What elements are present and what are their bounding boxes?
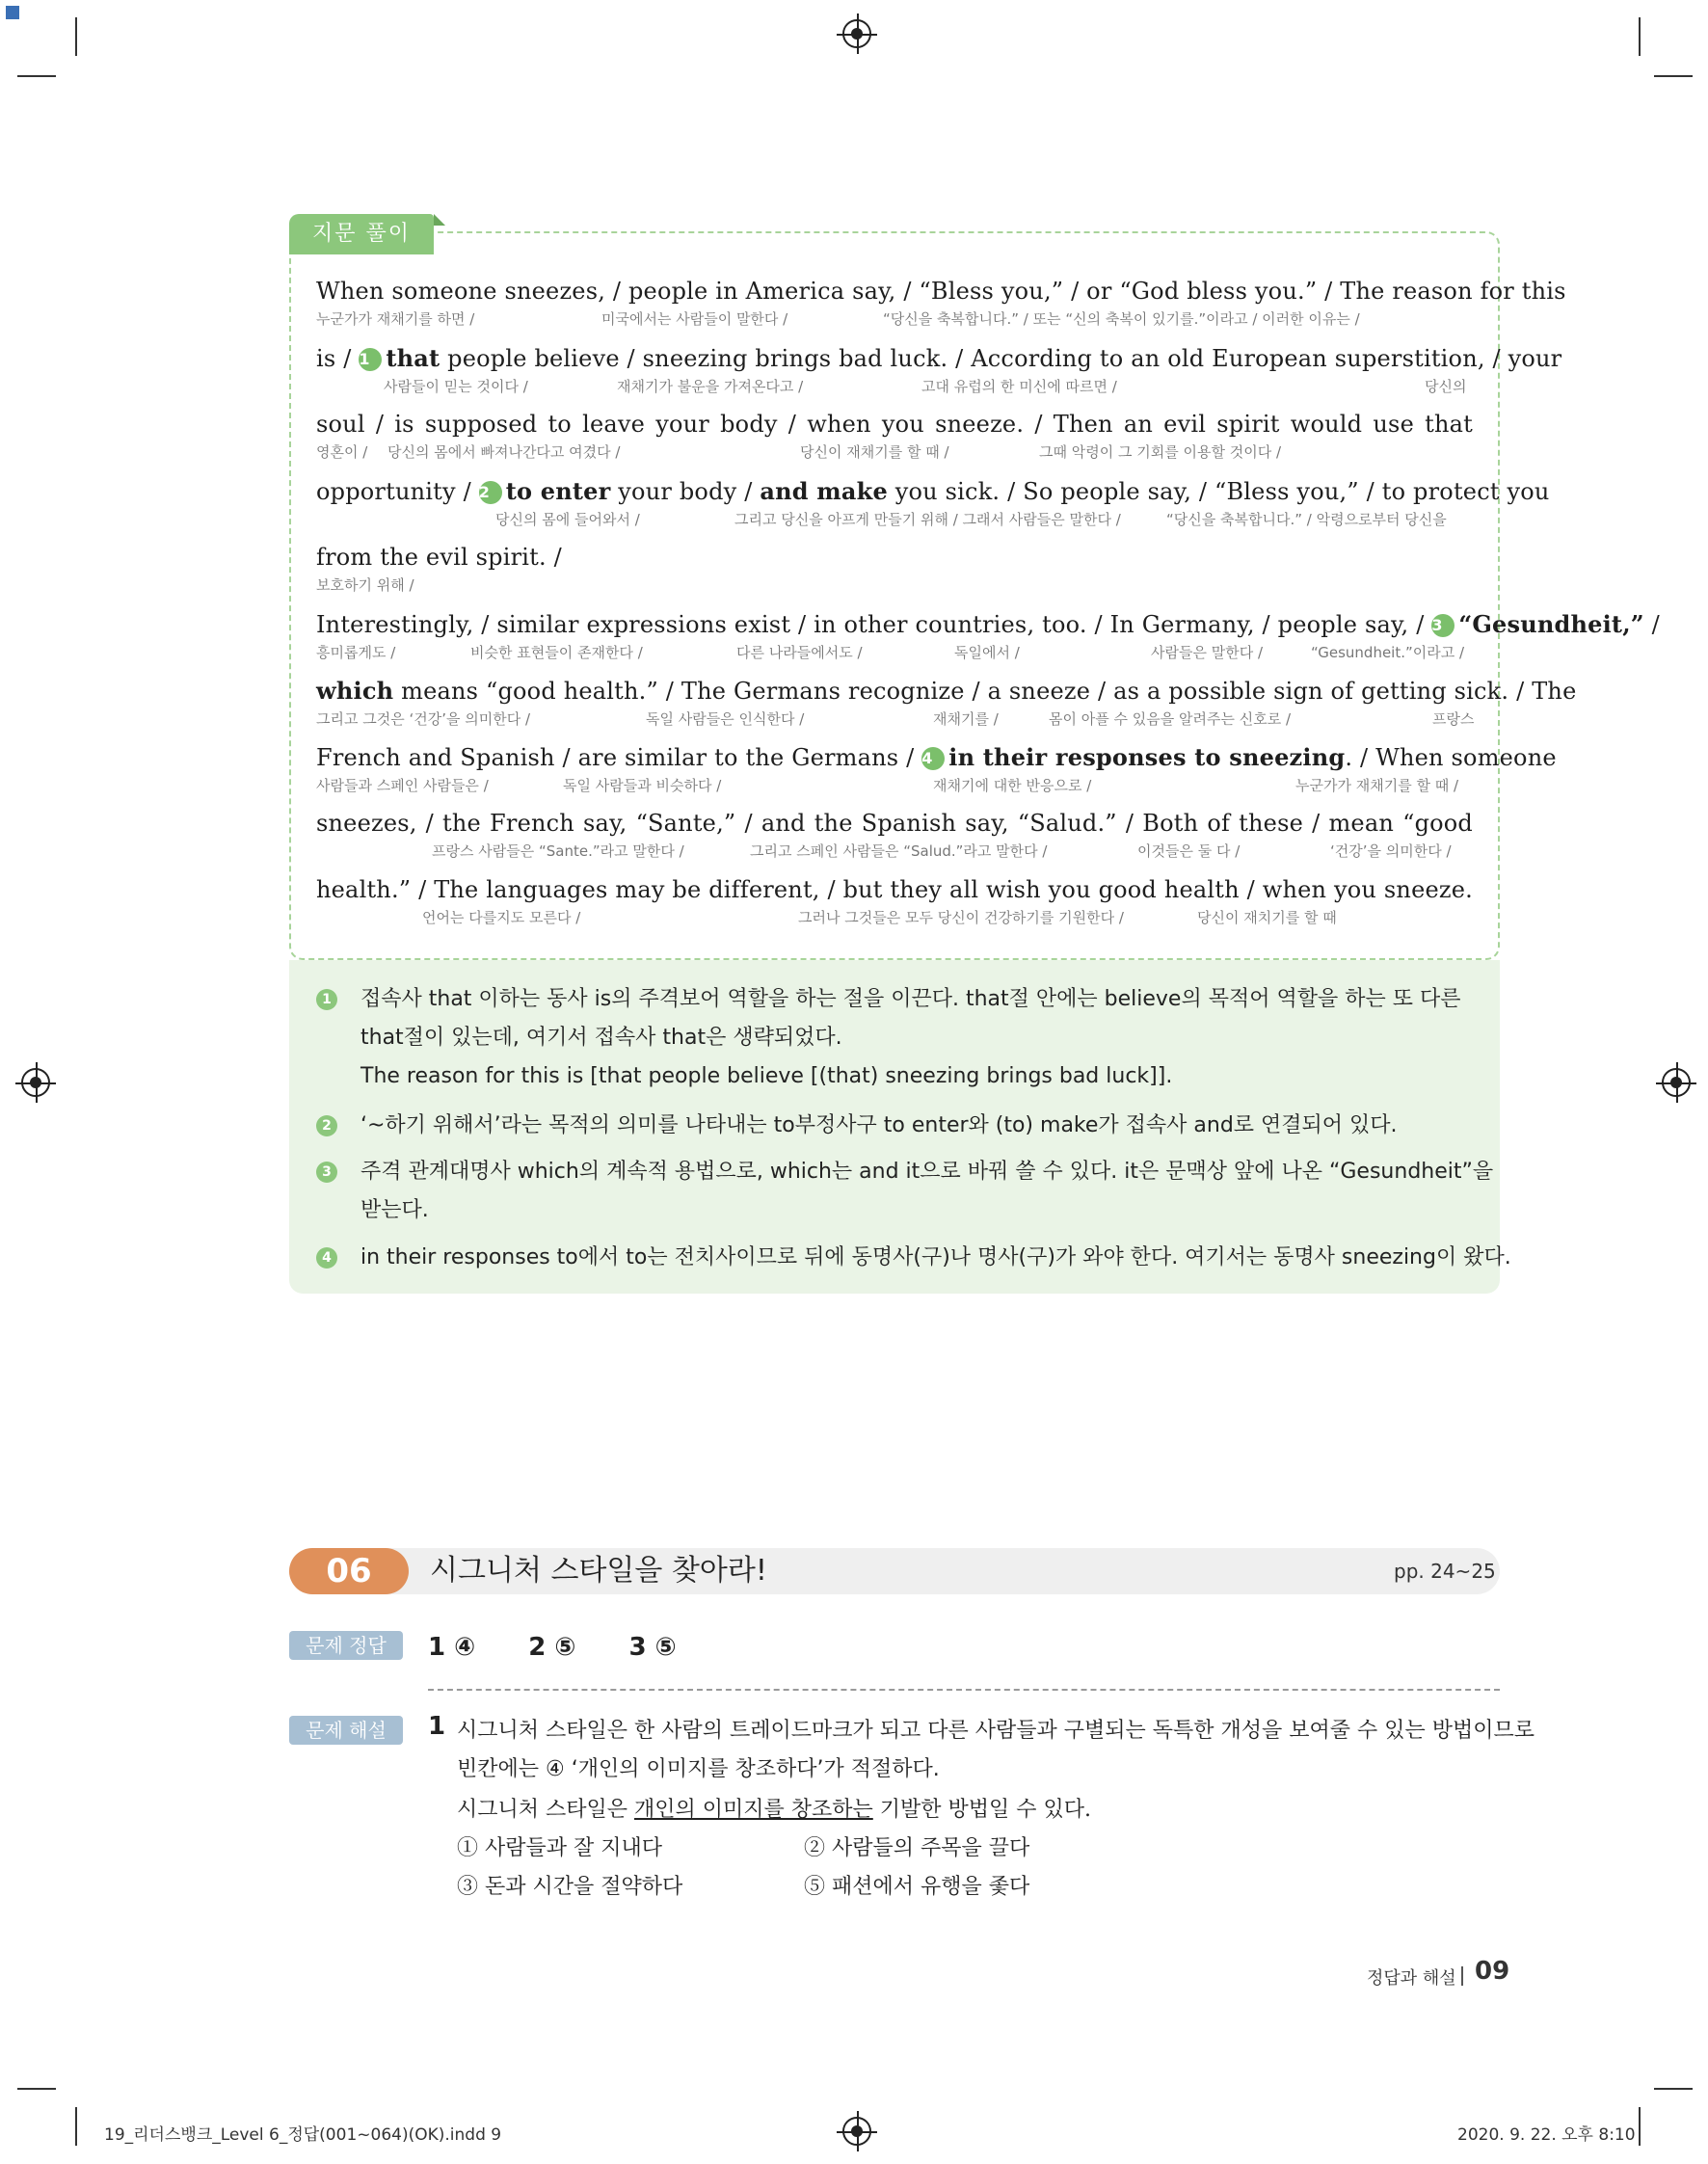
option-2: ② 사람들의 주목을 끌다 xyxy=(804,1836,1030,1860)
passage-korean: 누군가가 재채기를 하면 / 미국에서는 사람들이 말한다 / “당신을 축복합니다.” / 또는 “신의 축복이 있기를.”이라고 / 이러한 이유는 / xyxy=(316,310,1360,328)
passage-line xyxy=(316,743,1557,794)
passage-line xyxy=(316,544,1473,594)
passage-korean: 언어는 다를지도 모른다 / 그러나 그것들은 모두 당신이 건강하기를 기원한다 / 당신이 재치기를 할 때 xyxy=(422,909,1337,926)
passage-korean: 당신의 몸에 들어와서 / 그리고 당신을 아프게 만들기 위해 / 그래서 사람들은 말한다 / “당신을 축복합니다.” / 악령으로부터 당신을 xyxy=(495,511,1447,528)
registration-mark-icon xyxy=(21,1068,50,1097)
print-slug: 19_리더스뱅크_Level 6_정답(001~064)(OK).indd 9 xyxy=(104,2125,502,2145)
section-pages: pp. 24~25 xyxy=(1394,1560,1496,1583)
crop-mark xyxy=(17,2088,56,2090)
crop-mark xyxy=(75,2107,77,2146)
registration-mark-icon xyxy=(842,2117,871,2146)
passage-english: health.” / The languages may be different, / but they all wish you good health / when you sneeze. xyxy=(316,876,1473,903)
crop-mark xyxy=(1639,2107,1641,2146)
passage-english: soul / is supposed to leave your body / when you sneeze. / Then an evil spirit would use that xyxy=(316,411,1473,438)
registration-mark-icon xyxy=(1662,1068,1691,1097)
option-1: ① 사람들과 잘 지내다 xyxy=(457,1836,662,1860)
passage-korean: 보호하기 위해 / xyxy=(316,576,414,594)
passage-line xyxy=(316,278,1566,328)
passage-english: which means “good health.” / The Germans recognize / a sneeze / as a possible sign of getting sick. / The xyxy=(316,677,1577,705)
answers xyxy=(428,1633,721,1662)
note-marker-3-icon: 3 xyxy=(1431,614,1454,637)
print-timestamp: 2020. 9. 22. 오후 8:10 xyxy=(1457,2125,1636,2145)
passage-line xyxy=(316,411,1473,461)
passage-english: sneezes, / the French say, “Sante,” / and the Spanish say, “Salud.” / Both of these / mean “good xyxy=(316,810,1473,837)
note-2-icon: 2 xyxy=(316,1115,337,1136)
passage-english: from the evil spirit. / xyxy=(316,544,562,571)
note-3-icon: 3 xyxy=(316,1162,337,1183)
answer-item: 3 ⑤ xyxy=(628,1633,677,1662)
option-5: ⑤ 패션에서 유행을 좇다 xyxy=(804,1875,1030,1899)
passage-line xyxy=(316,477,1550,528)
passage-english: When someone sneezes, / people in America say, / “Bless you,” / or “God bless you.” / The reason for this xyxy=(316,278,1566,305)
footer-label: 정답과 해설 xyxy=(1367,1968,1456,1989)
corner-flag-icon xyxy=(6,6,19,19)
divider xyxy=(428,1689,1500,1691)
passage-tab: 지문 풀이 xyxy=(289,214,434,254)
passage-line xyxy=(316,677,1577,728)
explanation-label: 문제 해설 xyxy=(289,1716,403,1745)
note-3: 주격 관계대명사 which의 계속적 용법으로, which는 and it으로 바꿔 쓸 수 있다. it은 문맥상 앞에 나온 “Gesundheit”을 받는다. xyxy=(360,1160,1494,1222)
passage-english: French and Spanish / are similar to the Germans / 4 in their responses to sneezing. / When someone xyxy=(316,743,1557,771)
explanation-number: 1 xyxy=(428,1712,446,1741)
option-3: ③ 돈과 시간을 절약하다 xyxy=(457,1875,683,1899)
note-4-icon: 4 xyxy=(316,1247,337,1269)
passage-line xyxy=(316,876,1473,926)
note-1-icon: 1 xyxy=(316,989,337,1010)
crop-mark xyxy=(1639,17,1641,56)
passage-english: opportunity / 2 to enter your body / and make you sick. / So people say, / “Bless you,” / to protect you xyxy=(316,477,1550,505)
note-marker-4-icon: 4 xyxy=(921,747,945,770)
passage-korean: 프랑스 사람들은 “Sante.”라고 말한다 / 그리고 스페인 사람들은 “Salud.”라고 말한다 / 이것들은 둘 다 / ‘건강’을 의미한다 / xyxy=(432,842,1452,860)
answer-item: 1 ④ xyxy=(428,1633,476,1662)
registration-mark-icon xyxy=(842,19,871,48)
explanation-text: 시그니처 스타일은 한 사람의 트레이드마크가 되고 다른 사람들과 구별되는 독특한 개성을 보여줄 수 있는 방법이므로 빈칸에는 ④ ‘개인의 이미지를 창조하다’가 적절하다. xyxy=(457,1719,1535,1781)
note-marker-2-icon: 2 xyxy=(479,481,502,504)
passage-line xyxy=(316,344,1562,395)
note-4: in their responses to에서 to는 전치사이므로 뒤에 동명사(구)나 명사(구)가 와야 한다. 여기서는 동명사 sneezing이 왔다. xyxy=(360,1245,1511,1269)
answer-item: 2 ⑤ xyxy=(528,1633,576,1662)
passage-english: is / 1 that people believe / sneezing brings bad luck. / According to an old European superstition, / your xyxy=(316,344,1562,372)
passage-line xyxy=(316,810,1473,860)
crop-mark xyxy=(17,75,56,77)
footer-divider xyxy=(1461,1966,1463,1986)
passage-korean: 사람들과 스페인 사람들은 / 독일 사람들과 비슷하다 / 재채기에 대한 반응으로 / 누군가가 재채기를 할 때 / xyxy=(316,777,1459,794)
note-2: ‘~하기 위해서’라는 목적의 의미를 나타내는 to부정사구 to enter와 (to) make가 접속사 and로 연결되어 있다. xyxy=(360,1113,1398,1137)
note-marker-1-icon: 1 xyxy=(359,348,382,371)
crop-mark xyxy=(1654,75,1693,77)
passage-english: Interestingly, / similar expressions exist / in other countries, too. / In Germany, / people say, / 3 “Gesundheit,” / xyxy=(316,610,1660,638)
passage-korean: 영혼이 / 당신의 몸에서 빠져나간다고 여겼다 / 당신이 재채기를 할 때 / 그때 악령이 그 기회를 이용할 것이다 / xyxy=(316,443,1282,461)
passage-korean: 흥미롭게도 / 비슷한 표현들이 존재한다 / 다른 나라들에서도 / 독일에서 / 사람들은 말한다 / “Gesundheit.”이라고 / xyxy=(316,644,1465,661)
note-1: 접속사 that 이하는 동사 is의 주격보어 역할을 하는 절을 이끈다. that절 안에는 believe의 목적어 역할을 하는 또 다른 that절이 있는데, 여기서 접속사 that은 생략되었다. The reason for this is [that people believe [(that) sneezing brings bad luck]]. xyxy=(360,987,1461,1088)
section-number: 06 xyxy=(289,1548,409,1594)
section-title: 시그니처 스타일을 찾아라! xyxy=(430,1554,767,1588)
passage-line xyxy=(316,610,1660,661)
passage-korean: 사람들이 믿는 것이다 / 재채기가 불운을 가져온다고 / 고대 유럽의 한 미신에 따르면 / 당신의 xyxy=(384,378,1467,395)
crop-mark xyxy=(75,17,77,56)
answer-label: 문제 정답 xyxy=(289,1631,403,1660)
crop-mark xyxy=(1654,2088,1693,2090)
example-sentence: 시그니처 스타일은 개인의 이미지를 창조하는 기발한 방법일 수 있다. xyxy=(457,1798,1092,1822)
passage-korean: 그리고 그것은 ‘건강’을 의미한다 / 독일 사람들은 인식한다 / 재채기를 / 몸이 아플 수 있음을 알려주는 신호로 / 프랑스 xyxy=(316,710,1475,728)
page-number: 09 xyxy=(1475,1957,1510,1986)
